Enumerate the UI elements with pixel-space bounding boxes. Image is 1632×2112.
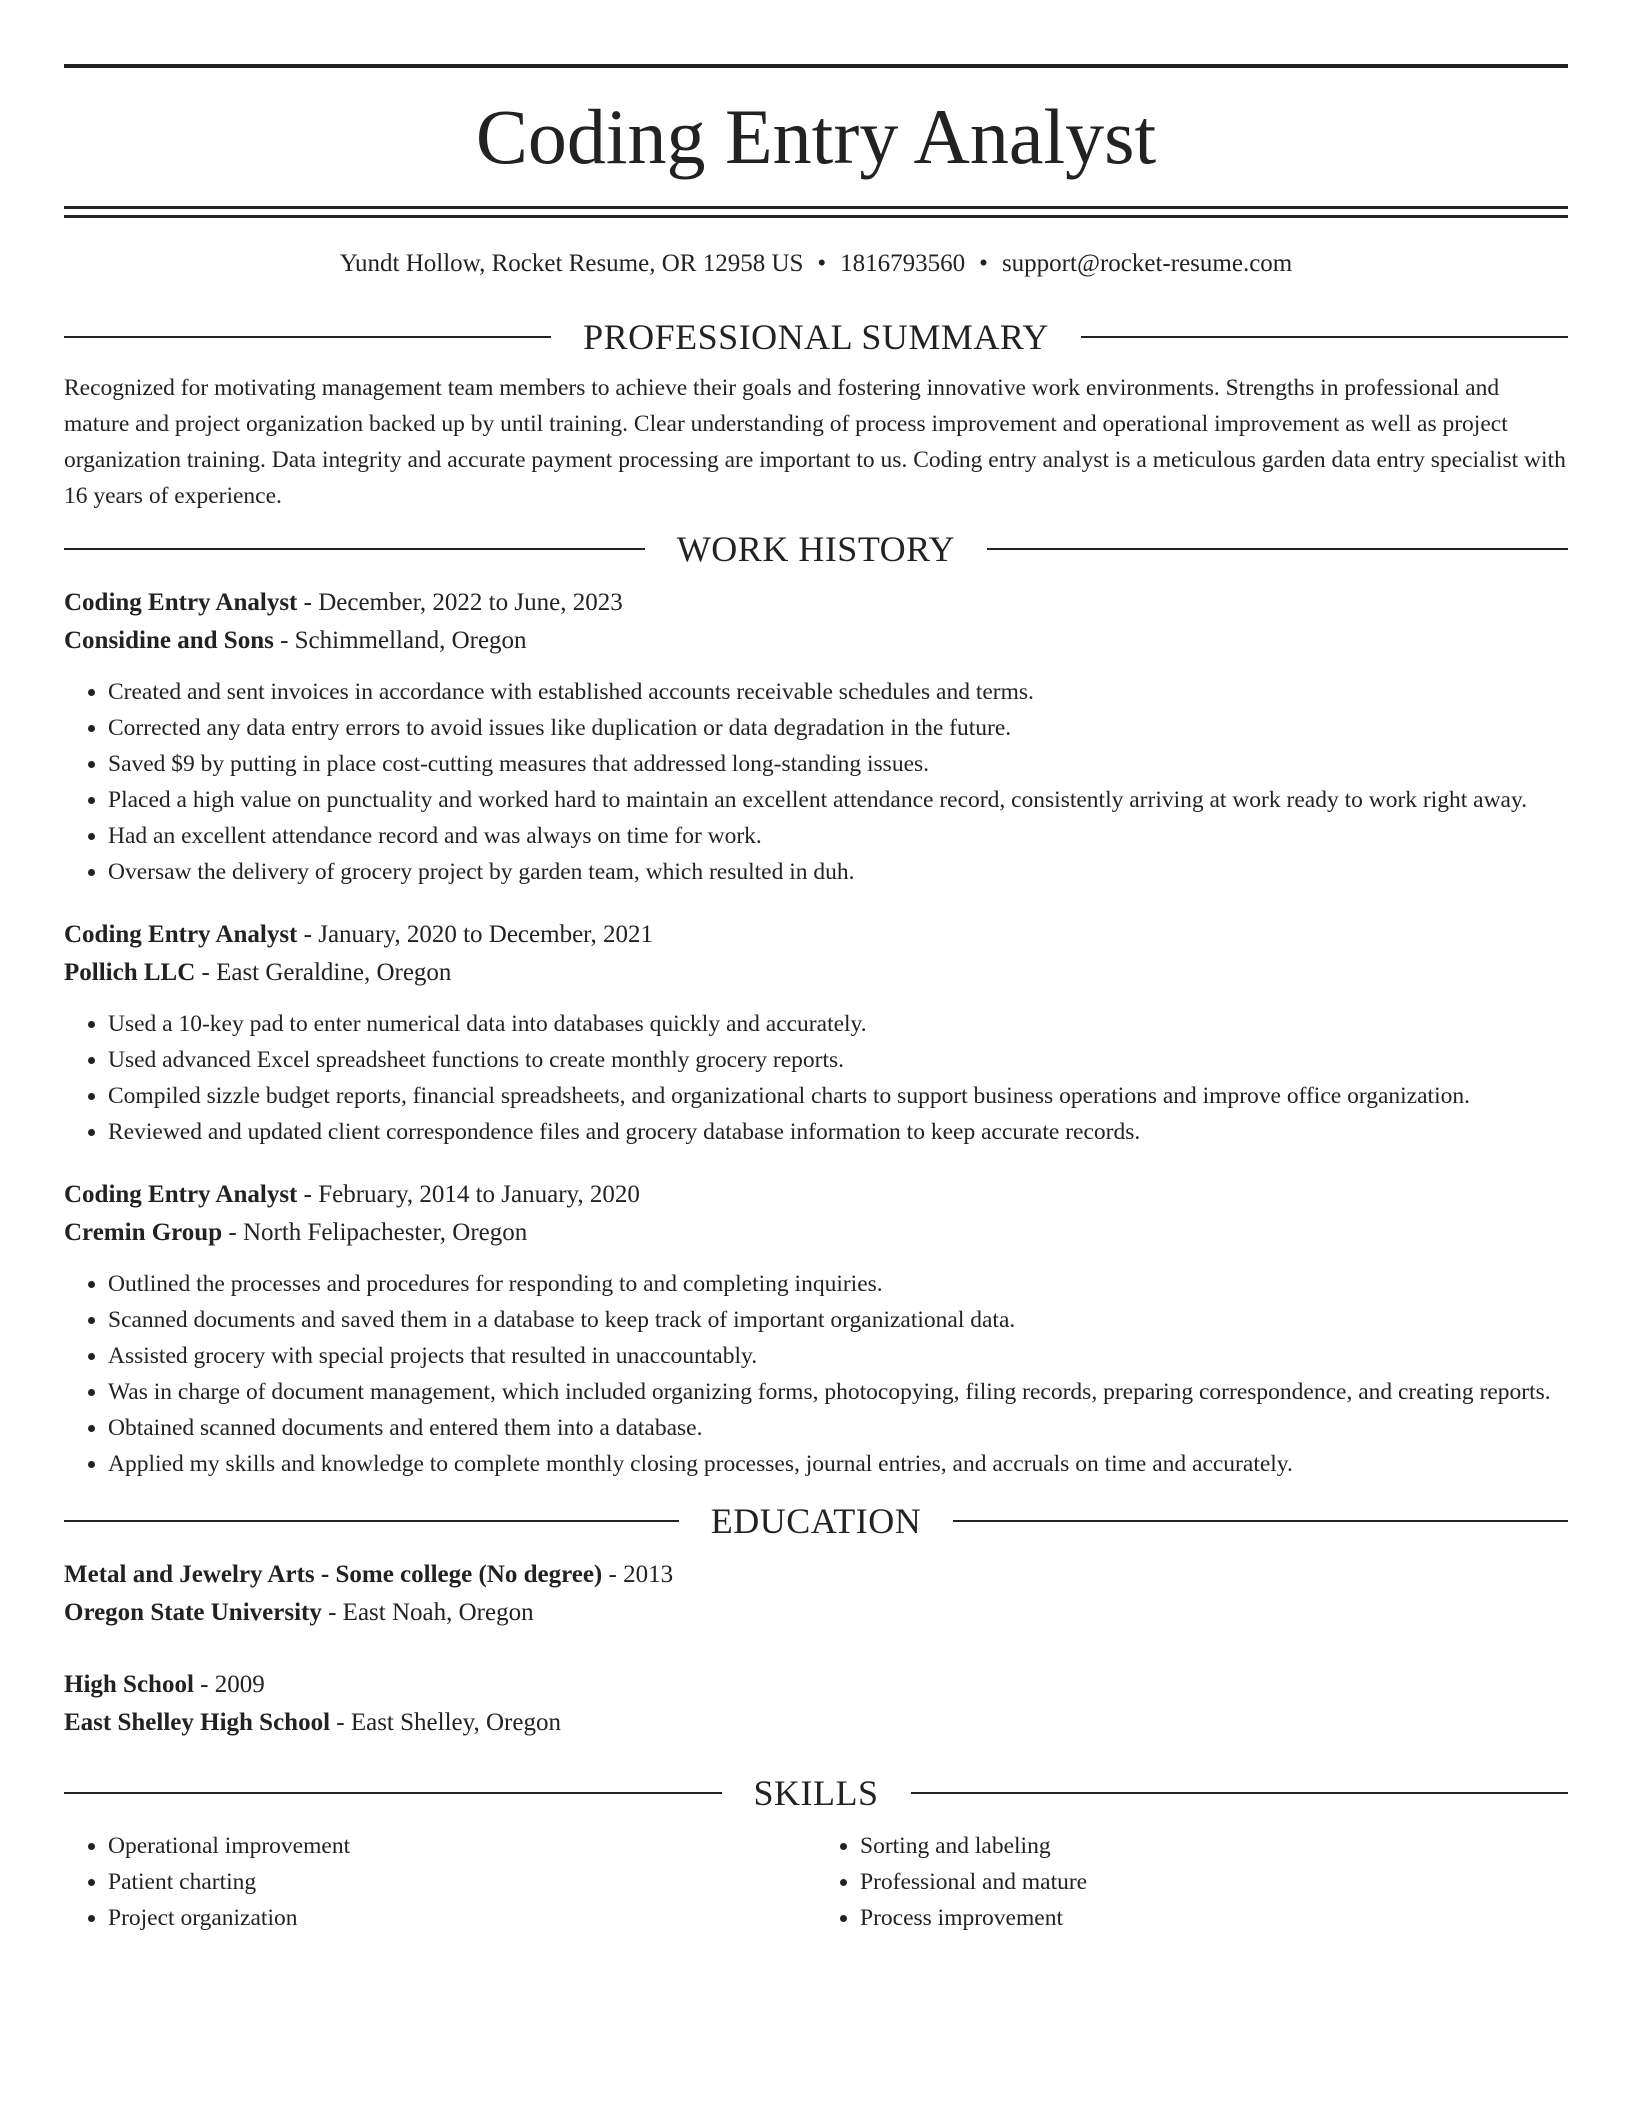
heading-rule: [64, 336, 551, 338]
education-school: Oregon State University: [64, 1599, 322, 1626]
resume-title: Coding Entry Analyst: [475, 93, 1157, 180]
contact-line: [64, 246, 1568, 282]
job-company: Cremin Group: [64, 1219, 223, 1246]
list-item: • Compiled sizzle budget reports, financial spreadsheets, and organizational charts to support business operations and improve office organization.: [108, 1078, 1568, 1114]
education-entry: [64, 1666, 1568, 1742]
job-location: - Schimmelland, Oregon: [273, 627, 527, 654]
heading-rule: [911, 1792, 1569, 1794]
education-degree-line: [64, 1556, 1568, 1594]
list-item: • Placed a high value on punctuality and worked hard to maintain an excellent attendance record, consistently arriving at work ready to work right away.: [108, 782, 1568, 818]
job-dates: - January, 2020 to December, 2021: [297, 921, 653, 948]
list-item: • Had an excellent attendance record and was always on time for work.: [108, 818, 1568, 854]
heading-rule: [1081, 336, 1568, 338]
heading-rule: [987, 548, 1568, 550]
education-location: - East Shelley, Oregon: [330, 1709, 561, 1736]
resume-page: [64, 0, 1568, 1936]
list-item: • Created and sent invoices in accordance with established accounts receivable schedules and terms.: [108, 674, 1568, 710]
education-entry: [64, 1556, 1568, 1632]
section-heading-work: [64, 526, 1568, 572]
skills-grid: [64, 1828, 1568, 1936]
education-school-line: [64, 1594, 1568, 1632]
contact-address: Yundt Hollow, Rocket Resume, OR 12958 US: [339, 250, 804, 277]
education-degree: High School: [64, 1671, 194, 1698]
job-bullets: [64, 1266, 1568, 1482]
education-school: East Shelley High School: [64, 1709, 331, 1736]
education-location: - East Noah, Oregon: [321, 1599, 534, 1626]
heading-rule: [64, 1792, 722, 1794]
list-item: • Operational improvement: [108, 1828, 816, 1864]
job-company-line: [64, 622, 1568, 660]
job-company-line: [64, 954, 1568, 992]
job-company: Pollich LLC: [64, 959, 196, 986]
list-item: • Process improvement: [860, 1900, 1568, 1936]
list-item: • Saved $9 by putting in place cost-cutting measures that addressed long-standing issues.: [108, 746, 1568, 782]
job-entry: [64, 916, 1568, 1150]
list-item: • Sorting and labeling: [860, 1828, 1568, 1864]
education-year: - 2013: [602, 1561, 674, 1588]
education-year: - 2009: [193, 1671, 265, 1698]
heading-rule: [64, 548, 645, 550]
job-company-line: [64, 1214, 1568, 1252]
section-title: PROFESSIONAL SUMMARY: [583, 317, 1049, 357]
section-title: SKILLS: [753, 1773, 879, 1813]
job-dates: - December, 2022 to June, 2023: [297, 589, 623, 616]
job-title: Coding Entry Analyst: [64, 589, 298, 616]
contact-email[interactable]: support@rocket-resume.com: [1001, 250, 1293, 277]
section-heading-education: [64, 1498, 1568, 1544]
list-item: • Reviewed and updated client correspondence files and grocery database information to keep accurate records.: [108, 1114, 1568, 1150]
list-item: • Project organization: [108, 1900, 816, 1936]
job-bullets: [64, 1006, 1568, 1150]
section-heading-summary: [64, 314, 1568, 360]
job-bullets: [64, 674, 1568, 890]
list-item: • Used advanced Excel spreadsheet functions to create monthly grocery reports.: [108, 1042, 1568, 1078]
list-item: • Outlined the processes and procedures for responding to and completing inquiries.: [108, 1266, 1568, 1302]
title-double-rule: [64, 206, 1568, 218]
list-item: • Scanned documents and saved them in a database to keep track of important organizational data.: [108, 1302, 1568, 1338]
education-school-line: [64, 1704, 1568, 1742]
list-item: • Professional and mature: [860, 1864, 1568, 1900]
section-title: EDUCATION: [710, 1501, 922, 1541]
skills-list-left: [64, 1828, 816, 1936]
contact-separator: •: [979, 250, 988, 277]
heading-rule: [64, 1520, 679, 1522]
section-title: WORK HISTORY: [676, 529, 956, 569]
heading-rule: [953, 1520, 1568, 1522]
job-title: Coding Entry Analyst: [64, 921, 298, 948]
skills-list-right: [816, 1828, 1568, 1936]
list-item: • Applied my skills and knowledge to complete monthly closing processes, journal entries, and accruals on time and accurately.: [108, 1446, 1568, 1482]
job-dates: - February, 2014 to January, 2020: [297, 1181, 640, 1208]
job-title-line: [64, 1176, 1568, 1214]
contact-phone: 1816793560: [840, 250, 966, 277]
job-entry: [64, 1176, 1568, 1482]
job-location: - East Geraldine, Oregon: [195, 959, 452, 986]
job-company: Considine and Sons: [64, 627, 274, 654]
list-item: • Corrected any data entry errors to avoid issues like duplication or data degradation in the future.: [108, 710, 1568, 746]
job-location: - North Felipachester, Oregon: [222, 1219, 528, 1246]
list-item: • Obtained scanned documents and entered them into a database.: [108, 1410, 1568, 1446]
list-item: • Assisted grocery with special projects that resulted in unaccountably.: [108, 1338, 1568, 1374]
list-item: • Was in charge of document management, which included organizing forms, photocopying, filing records, preparing correspondence, and creating reports.: [108, 1374, 1568, 1410]
job-title-line: [64, 916, 1568, 954]
contact-separator: •: [817, 250, 827, 277]
job-title-line: [64, 584, 1568, 622]
job-title: Coding Entry Analyst: [64, 1181, 298, 1208]
list-item: • Oversaw the delivery of grocery project by garden team, which resulted in duh.: [108, 854, 1568, 890]
list-item: • Patient charting: [108, 1864, 816, 1900]
education-degree: Metal and Jewelry Arts - Some college (No degree): [64, 1561, 603, 1588]
education-degree-line: [64, 1666, 1568, 1704]
section-heading-skills: [64, 1770, 1568, 1816]
job-entry: [64, 584, 1568, 890]
summary-paragraph: Recognized for motivating management team members to achieve their goals and fostering innovative work environments. Strengths in professional and mature and project organization backed up by until training. Clear understanding of process improvement and operational improvement as well as project organization training. Data integrity and accurate payment processing are important to us. Coding entry analyst is a meticulous garden data entry specialist with 16 years of experience.: [64, 375, 1566, 509]
list-item: • Used a 10-key pad to enter numerical data into databases quickly and accurately.: [108, 1006, 1568, 1042]
